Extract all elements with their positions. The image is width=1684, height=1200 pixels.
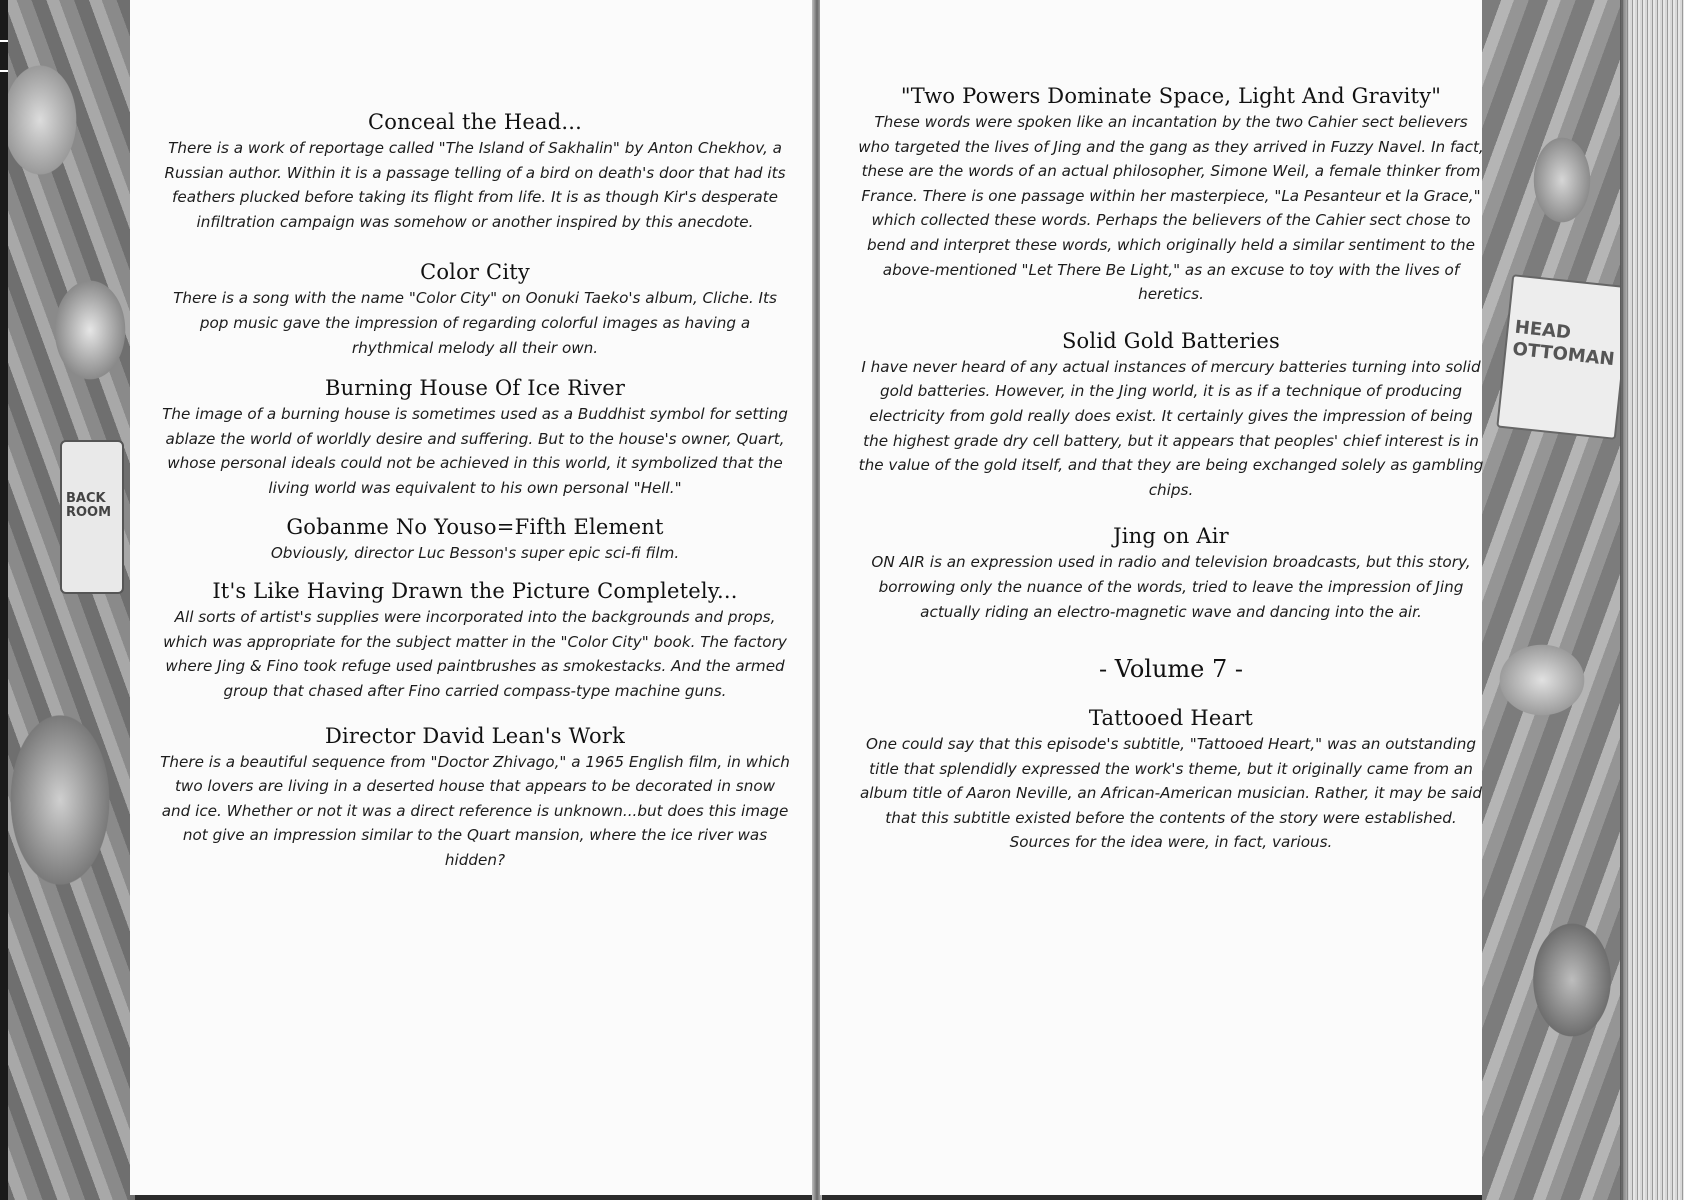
entry-title: Director David Lean's Work [324,723,626,748]
entry-title: "Two Powers Dominate Space, Light And Gravity" [900,84,1442,108]
entry-body: ON AIR is an expression used in radio and television broadcasts, but this story, borrowing only the nuance of the words, tried to leave the impression of Jing actually riding an electro-magnetic wave and dancing into the air. [871,553,1471,621]
right-margin-artwork [1482,0,1622,1200]
left-margin-artwork [0,0,135,1200]
entry-title: Burning House Of Ice River [324,376,626,401]
glossary-entry [858,522,1484,624]
entry-title: Solid Gold Batteries [1061,328,1281,353]
page-edges [1620,0,1684,1200]
glossary-entry [858,704,1484,855]
entry-title: Gobanme No Youso=Fifth Element [286,514,664,539]
entry-body: The image of a burning house is sometimes used as a Buddhist symbol for setting ablaze the world of worldly desire and suffering. But to the house's owner, Quart, whose personal ideals could not be achieved in this world, it symbolized that the living world was equivalent to his own personal "Hell." [162,405,788,497]
artwork-sign-left-text: BACK ROOM [66,491,112,520]
glossary-entry [858,327,1484,503]
entry-body: There is a work of reportage called "The Island of Sakhalin" by Anton Chekhov, a Russian author. Within it is a passage telling of a bird on death's door that had its feathers plucked before taking its flight from life. It is as though Kir's desperate infiltration campaign was somehow or another inspired by this anecdote. [164,139,786,231]
entry-body: All sorts of artist's supplies were incorporated into the backgrounds and props, which was appropriate for the subject matter in the "Color City" book. The factory where Jing & Fino took refuge used paintbrushes as smokestacks. And the armed group that chased after Fino carried compass-type machine guns. [163,608,787,700]
glossary-entry [160,108,790,234]
glossary-entry [160,374,790,500]
artwork-sign-right [1496,274,1631,440]
glossary-entry [160,513,790,566]
volume-heading: - Volume 7 - [1098,655,1244,684]
glossary-entry [858,82,1484,307]
entry-body: One could say that this episode's subtitle, "Tattooed Heart," was an outstanding title that splendidly expressed the work's theme, but it originally came from an album title of Aaron Neville, an African-American musician. Rather, it may be said that this subtitle existed before the contents of the story were established. Sources for the idea were, in fact, various. [859,735,1483,852]
entry-title: It's Like Having Drawn the Picture Completely... [212,579,738,604]
left-page-text [160,108,790,872]
entry-title: Conceal the Head... [368,110,582,134]
entry-body: These words were spoken like an incantation by the two Cahier sect believers who targeted the lives of Jing and the gang as they arrived in Fuzzy Navel. In fact, these are the words of an actual philosopher, Simone Weil, a female thinker from France. There is one passage within her masterpiece, "La Pesanteur et la Grace," which collected these words. Perhaps the believers of the Cahier sect chose to bend and interpret these words, which originally held a similar sentiment to the above-mentioned "Let There Be Light," as an excuse to toy with the lives of heretics. [858,113,1484,304]
entry-title: Jing on Air [1113,524,1229,549]
entry-body: There is a beautiful sequence from "Doctor Zhivago," a 1965 English film, in which two lovers are living in a deserted house that appears to be decorated in snow and ice. Whether or not it was a direct reference is unknown...but does this image not give an impression similar to the Quart mansion, where the ice river was hidden? [160,752,790,869]
entry-title: Color City [420,260,530,285]
entry-body: There is a song with the name "Color City" on Oonuki Taeko's album, Cliche. Its pop music gave the impression of regarding colorful images as having a rhythmical melody all their own. [173,289,777,357]
artwork-sign-left [60,440,124,594]
glossary-entry [160,577,790,703]
right-page-text [858,82,1484,855]
entry-body: Obviously, director Luc Besson's super epic sci-fi film. [270,543,680,562]
book-binding-edge [0,0,8,1200]
glossary-entry [160,722,790,873]
glossary-entry [160,258,790,360]
entry-title: Tattooed Heart [1088,706,1254,731]
artwork-sign-right-text: HEAD OTTOMAN [1511,316,1616,371]
entry-body: I have never heard of any actual instances of mercury batteries turning into solid gold batteries. However, in the Jing world, it is as if a technique of producing electricity from gold really does exist. It certainly gives the impression of being the highest grade dry cell battery, but it appears that peoples' chief interest is in the value of the gold itself, and that they are being exchanged solely as gambling chips. [858,357,1484,499]
